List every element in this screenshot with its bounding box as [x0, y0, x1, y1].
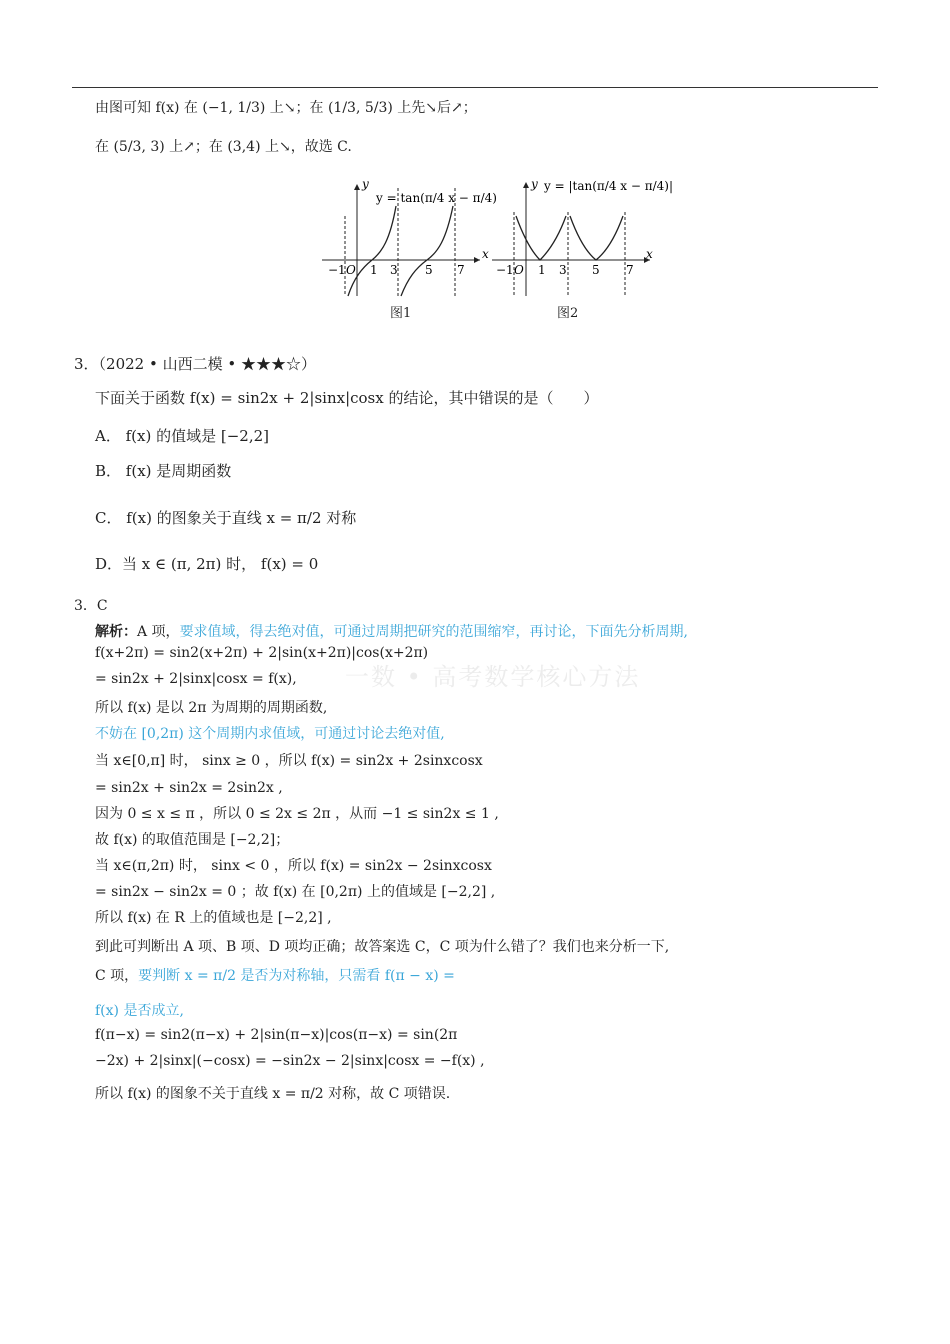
curve-branch-2: [401, 206, 453, 296]
tick-origin: O: [346, 263, 356, 277]
c-item-hint-2: f(x) 是否成立,: [95, 1003, 184, 1019]
option-c: C． f(x) 的图象关于直线 x = π/2 对称: [95, 509, 357, 527]
curve-arch-2: [570, 216, 623, 260]
a-item-hint: 要求值域，得去绝对值，可通过周期把研究的范围缩窄，再讨论，下面先分析周期,: [179, 624, 689, 640]
y-label: y: [531, 177, 538, 191]
function-label: y = |tan(π/4 x − π/4)|: [544, 179, 674, 193]
x-label: x: [646, 247, 653, 261]
tick-neg1: −1: [328, 263, 346, 277]
tick-1: 1: [538, 263, 546, 277]
solution-line: 当 x∈[0,π] 时， sinx ≥ 0 ，所以 f(x) = sin2x + 2sinxcosx: [95, 753, 483, 769]
c-item-line: [95, 966, 455, 986]
figure-1-caption: 图1: [390, 306, 412, 321]
a-item-label: A 项，: [137, 624, 180, 640]
solution-line: f(π−x) = sin2(π−x) + 2|sin(π−x)|cos(π−x) = sin(2π: [95, 1027, 458, 1043]
solution-line: 所以 f(x) 在 R 上的值域也是 [−2,2] ,: [95, 910, 332, 926]
tick-neg1: −1: [496, 263, 514, 277]
solution-line: 故 f(x) 的取值范围是 [−2,2]；: [95, 832, 290, 848]
intro-line-1: 由图可知 f(x) 在 (−1, 1/3) 上↘；在 (1/3, 5/3) 上先↘后↗；: [95, 100, 477, 116]
y-arrow-icon: [354, 184, 360, 190]
header-rule: [72, 87, 878, 88]
conclusion-line: 所以 f(x) 的图象不关于直线 x = π/2 对称，故 C 项错误.: [95, 1086, 451, 1102]
tick-1: 1: [370, 263, 378, 277]
curve-branch-1: [348, 206, 396, 296]
question-number: 3．（2022 • 山西二模 • ★★★☆）: [74, 355, 316, 373]
tick-5: 5: [592, 263, 600, 277]
solution-line: = sin2x − sin2x = 0 ；故 f(x) 在 [0,2π) 上的值域是 [−2,2] ,: [95, 884, 496, 900]
curve-arch-1: [516, 216, 566, 260]
y-label: y: [362, 177, 369, 191]
figure-1: [318, 177, 497, 300]
function-label: y = tan(π/4 x − π/4): [376, 191, 497, 205]
question-stem: 下面关于函数 f(x) = sin2x + 2|sinx|cosx 的结论，其中错误的是（ ）: [95, 389, 599, 407]
answer-number: 3．C: [74, 598, 108, 614]
option-b: B． f(x) 是周期函数: [95, 462, 232, 480]
option-a: A． f(x) 的值域是 [−2,2]: [95, 427, 269, 445]
option-d: D．当 x ∈ (π, 2π) 时， f(x) = 0: [95, 555, 319, 573]
c-item-hint: 要判断 x = π/2 是否为对称轴，只需看 f(π − x) =: [138, 968, 455, 984]
c-item-label: C 项，: [95, 968, 139, 984]
tick-origin: O: [514, 263, 524, 277]
intro-line-2: 在 (5/3, 3) 上↗；在 (3,4) 上↘，故选 C.: [95, 139, 352, 155]
tick-7: 7: [626, 263, 634, 277]
tick-3: 3: [390, 263, 398, 277]
x-label: x: [482, 247, 489, 261]
y-arrow-icon: [523, 182, 529, 188]
figure-2-caption: 图2: [557, 306, 579, 321]
solution-line: f(x+2π) = sin2(x+2π) + 2|sin(x+2π)|cos(x+2π): [95, 645, 429, 661]
x-arrow-icon: [474, 257, 480, 263]
solution-line: 到此可判断出 A 项、B 项、D 项均正确；故答案选 C，C 项为什么错了？我们也来分析一下,: [95, 939, 670, 955]
solution-line: −2x) + 2|sinx|(−cosx) = −sin2x − 2|sinx|cosx = −f(x) ,: [95, 1053, 485, 1069]
analysis-label: 解析：: [95, 624, 137, 640]
tick-5: 5: [425, 263, 433, 277]
tick-3: 3: [559, 263, 567, 277]
solution-line: 因为 0 ≤ x ≤ π ，所以 0 ≤ 2x ≤ 2π ，从而 −1 ≤ sin2x ≤ 1 ,: [95, 806, 499, 822]
figure-2: [488, 172, 674, 300]
solution-line: 所以 f(x) 是以 2π 为周期的周期函数,: [95, 700, 328, 716]
watermark: 一数 • 高考数学核心方法: [345, 663, 641, 691]
solution-hint-line: 不妨在 [0,2π) 这个周期内求值域，可通过讨论去绝对值,: [95, 726, 445, 742]
solution-line: 当 x∈(π,2π) 时， sinx < 0 ，所以 f(x) = sin2x − 2sinxcosx: [95, 858, 492, 874]
tick-7: 7: [457, 263, 465, 277]
analysis-line: [95, 622, 688, 642]
solution-line: = sin2x + sin2x = 2sin2x ,: [95, 780, 283, 796]
solution-line: = sin2x + 2|sinx|cosx = f(x),: [95, 671, 297, 687]
